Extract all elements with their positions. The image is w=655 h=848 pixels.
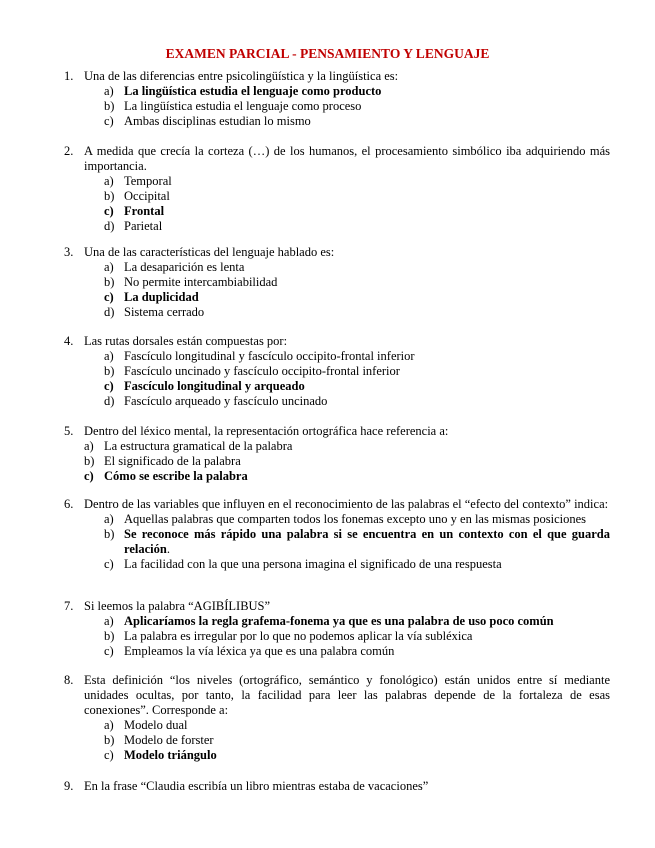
option-text: La estructura gramatical de la palabra <box>104 439 293 453</box>
option-letter: b) <box>104 527 115 541</box>
option-letter: d) <box>104 394 115 408</box>
option-a <box>104 718 610 733</box>
question-6 <box>64 497 610 572</box>
question-text: Las rutas dorsales están compuestas por: <box>84 334 288 348</box>
option-letter: a) <box>104 614 114 628</box>
option-a <box>104 174 610 189</box>
option-a <box>84 439 610 454</box>
option-d <box>104 394 610 409</box>
question-text: Si leemos la palabra “AGIBÍLIBUS” <box>84 599 271 613</box>
option-c <box>104 379 610 394</box>
option-letter: b) <box>104 275 115 289</box>
option-b <box>104 275 610 290</box>
option-letter: b) <box>104 733 115 747</box>
option-c <box>84 469 610 484</box>
option-letter: c) <box>104 748 114 762</box>
option-c <box>104 644 610 659</box>
question-number: 8. <box>64 673 74 687</box>
option-letter: d) <box>104 305 115 319</box>
question-text: Una de las características del lenguaje hablado es: <box>84 245 335 259</box>
option-text-correct: Aplicaríamos la regla grafema-fonema ya que es una palabra de uso poco común <box>124 614 554 628</box>
question-number: 7. <box>64 599 74 613</box>
option-letter: d) <box>104 219 115 233</box>
option-letter: b) <box>104 99 115 113</box>
question-2 <box>64 144 610 234</box>
option-letter: c) <box>104 114 114 128</box>
question-number: 3. <box>64 245 74 259</box>
option-text: Occipital <box>124 189 170 203</box>
question-7 <box>64 599 610 659</box>
option-letter: a) <box>104 174 114 188</box>
option-text-correct: Fascículo longitudinal y arqueado <box>124 379 305 393</box>
option-letter: a) <box>104 84 114 98</box>
option-d <box>104 305 610 320</box>
option-text: La facilidad con la que una persona imagina el significado de una respuesta <box>124 557 502 571</box>
option-b <box>104 99 610 114</box>
question-number: 2. <box>64 144 74 158</box>
question-4 <box>64 334 610 409</box>
question-3 <box>64 245 610 320</box>
question-5 <box>64 424 610 484</box>
question-number: 4. <box>64 334 74 348</box>
option-text: Fascículo arqueado y fascículo uncinado <box>124 394 328 408</box>
question-text: Dentro de las variables que influyen en el reconocimiento de las palabras el “efecto del contexto” indica: <box>84 497 609 511</box>
option-a <box>104 84 610 99</box>
option-text: Fascículo longitudinal y fascículo occipito-frontal inferior <box>124 349 415 363</box>
option-a <box>104 349 610 364</box>
option-letter: a) <box>104 512 114 526</box>
option-text: Temporal <box>124 174 172 188</box>
option-letter: a) <box>84 439 94 453</box>
option-d <box>104 219 610 234</box>
option-text: Ambas disciplinas estudian lo mismo <box>124 114 311 128</box>
option-letter: b) <box>104 189 115 203</box>
option-text-correct: Se reconoce más rápido una palabra si se encuentra en un contexto con el que guarda relación <box>124 527 610 556</box>
option-text: Modelo de forster <box>124 733 214 747</box>
option-letter: c) <box>104 379 114 393</box>
option-a <box>104 260 610 275</box>
option-letter: a) <box>104 260 114 274</box>
question-1 <box>64 69 610 129</box>
option-letter: c) <box>84 469 94 483</box>
option-text: Fascículo uncinado y fascículo occipito-frontal inferior <box>124 364 400 378</box>
question-9 <box>64 779 610 794</box>
option-c <box>104 204 610 219</box>
option-b <box>104 733 610 748</box>
option-b <box>104 527 610 557</box>
question-text: Una de las diferencias entre psicolingüística y la lingüística es: <box>84 69 399 83</box>
option-a <box>104 614 610 629</box>
option-text-correct: Cómo se escribe la palabra <box>104 469 248 483</box>
exam-title: EXAMEN PARCIAL - PENSAMIENTO Y LENGUAJE <box>165 46 490 61</box>
option-letter: b) <box>84 454 95 468</box>
question-number: 1. <box>64 69 74 83</box>
option-letter: c) <box>104 290 114 304</box>
option-letter: a) <box>104 349 114 363</box>
option-text: La palabra es irregular por lo que no podemos aplicar la vía subléxica <box>124 629 473 643</box>
option-letter: c) <box>104 644 114 658</box>
option-text-correct: La duplicidad <box>124 290 199 304</box>
option-text: La lingüística estudia el lenguaje como proceso <box>124 99 362 113</box>
option-b <box>104 189 610 204</box>
question-text: A medida que crecía la corteza (…) de los humanos, el procesamiento simbólico iba adquiriendo más importancia. <box>84 144 610 173</box>
option-c <box>104 290 610 305</box>
option-text: El significado de la palabra <box>104 454 241 468</box>
option-letter: b) <box>104 364 115 378</box>
option-letter: c) <box>104 557 114 571</box>
question-number: 9. <box>64 779 74 793</box>
option-text: No permite intercambiabilidad <box>124 275 278 289</box>
option-b <box>104 629 610 644</box>
question-text: En la frase “Claudia escribía un libro mientras estaba de vacaciones” <box>84 779 429 793</box>
option-b <box>84 454 610 469</box>
option-letter: c) <box>104 204 114 218</box>
option-text: Sistema cerrado <box>124 305 205 319</box>
option-a <box>104 512 610 527</box>
question-8 <box>64 673 610 763</box>
option-text: Aquellas palabras que comparten todos los fonemas excepto uno y en las mismas posiciones <box>124 512 587 526</box>
option-text: Empleamos la vía léxica ya que es una palabra común <box>124 644 395 658</box>
option-text-correct: Frontal <box>124 204 165 218</box>
option-b <box>104 364 610 379</box>
option-text: Parietal <box>124 219 163 233</box>
question-number: 5. <box>64 424 74 438</box>
option-letter: b) <box>104 629 115 643</box>
option-c <box>104 557 610 572</box>
question-text: Dentro del léxico mental, la representación ortográfica hace referencia a: <box>84 424 449 438</box>
question-number: 6. <box>64 497 74 511</box>
option-suffix: . <box>166 542 170 556</box>
question-text: Esta definición “los niveles (ortográfico, semántico y fonológico) están unidos entre sí mediante unidades ocultas, por tanto, la facilidad para leer las palabras depende de la fortaleza de esas conexiones”. Corresponde a: <box>84 673 610 717</box>
option-c <box>104 114 610 129</box>
option-text: La desaparición es lenta <box>124 260 245 274</box>
option-text: Modelo dual <box>124 718 188 732</box>
option-letter: a) <box>104 718 114 732</box>
option-c <box>104 748 610 763</box>
option-text-correct: La lingüística estudia el lenguaje como producto <box>124 84 382 98</box>
option-text-correct: Modelo triángulo <box>124 748 217 762</box>
